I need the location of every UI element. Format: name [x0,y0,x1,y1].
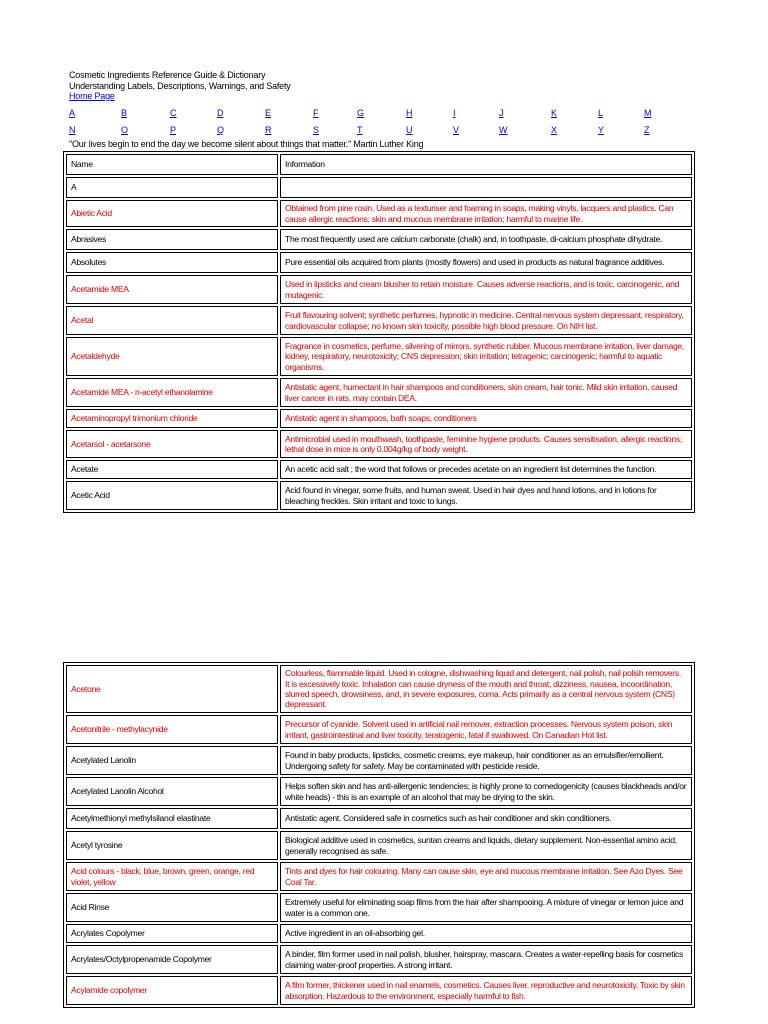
table-row [66,481,692,510]
ingredient-information: Obtained from pine rosin. Used as a texturiser and foaming in soaps, making vinyls, lacquers and plastics. Can cause allergic reactions; skin and mucous membrane irritation; harmful to marine life. [280,200,692,227]
ingredient-information: Colourless, flammable liquid. Used in cologne, dishwashing liquid and detergent, nail polish, nail polish removers. It is excessively toxic. Inhalation can cause dryness of the mouth and throat; dizziness, nausea, incoordination, slurred speech, drowsiness, and, in severe exposures, coma. Acts primarily as a central nervous system (CNS) depressant. [280,665,692,713]
alphabet-link-d[interactable]: D [217,108,224,118]
alphabet-link-s[interactable]: S [313,125,320,135]
ingredient-name: Acetylmethionyl methylsilanol elastinate [66,808,278,829]
table-row [66,777,692,806]
alphabet-link-a[interactable]: A [69,108,76,118]
page-title: Cosmetic Ingredients Reference Guide & Dictionary [69,70,266,80]
alphabet-link-m[interactable]: M [644,108,652,118]
alphabet-link-p[interactable]: P [170,125,177,135]
ingredient-name: Acetal [66,306,278,335]
home-page-link[interactable]: Home Page [69,91,115,101]
table-row [66,275,692,304]
ingredient-information: Antimicrobial used in mouthwash, toothpaste, feminine hygiene products. Causes sensitisation, allergic reactions; lethal dose in mice is only 0.004g/kg of body weight. [280,430,692,458]
quote: "Our lives begin to end the day we become silent about things that matter." Martin Luther King [69,139,424,149]
ingredient-name: Acetylated Lanolin Alcohol [66,777,278,806]
table-row [66,862,692,891]
alphabet-link-i[interactable]: I [453,108,456,118]
ingredients-table-2 [63,662,695,1008]
ingredient-information: Fruit flavouring solvent; synthetic perfumes, hypnotic in medicine. Central nervous system depressant, respiratory, cardiovascular collapse; no known skin toxicity, possible high blood pressure. On NIH list. [280,306,692,335]
table-row [66,808,692,829]
table-row [66,430,692,458]
table-row [66,746,692,775]
alphabet-link-f[interactable]: F [313,108,319,118]
ingredient-name: Acetone [66,665,278,713]
table-row [66,715,692,744]
table-row [66,409,692,428]
ingredient-information: Used in lipsticks and cream blusher to retain moisture. Causes adverse reactions, and is toxic, carcinogenic, and mutagenic. [280,275,692,304]
alphabet-link-c[interactable]: C [170,108,177,118]
section-letter: A [66,177,278,198]
ingredient-name: Acetamide MEA [66,275,278,304]
ingredient-information: Found in baby products, lipsticks, cosmetic creams, eye makeup, hair conditioner as an emulsifier/emollient. Undergoing safety for safety. May be contaminated with pesticide reside. [280,746,692,775]
ingredient-name: Acrylates Copolymer [66,924,278,943]
ingredient-name: Abietic Acid [66,200,278,227]
table-row [66,200,692,227]
ingredient-name: Acetic Acid [66,481,278,510]
ingredient-name: Acid Rinse [66,893,278,922]
ingredient-name: Abrasives [66,229,278,250]
ingredient-information: Antistatic agent. Considered safe in cosmetics such as hair conditioner and skin conditioners. [280,808,692,829]
ingredient-information: Antistatic agent, humectant in hair shampoos and conditioners, skin cream, hair tonic. Mild skin irritation, caused liver cancer in rats, may contain DEA. [280,378,692,407]
table-row [66,945,692,974]
column-header-information: Information [280,154,692,175]
ingredient-information: Precursor of cyanide. Solvent used in artificial nail remover, extraction processes. Nervous system poison, skin irritant, gastrointestinal and liver toxicity, teratogenic, fatal if swallowed. On Canadian Hot list. [280,715,692,744]
table-row [66,378,692,407]
ingredients-table-1 [63,151,695,513]
ingredient-information: Biological additive used in cosmetics, suntan creams and liquids, dietary supplement. Non-essential amino acid, generally recognised as safe. [280,831,692,860]
section-row [66,177,692,198]
ingredient-information: Tints and dyes for hair colouring. Many can cause skin, eye and mucous membrane irritation. See Azo Dyes. See Coal Tar. [280,862,692,891]
ingredient-name: Acylamide copolymer [66,976,278,1005]
ingredient-name: Acetonitrile - methylacynide [66,715,278,744]
alphabet-link-h[interactable]: H [406,108,413,118]
alphabet-link-n[interactable]: N [69,125,76,135]
ingredient-information: Fragrance in cosmetics, perfume, silvering of mirrors, synthetic rubber. Mucous membrane irritation, liver damage, kidney, respiratory, neurotoxicity; CNS depression; skin irritation; tetragenic; carcinogenic; harmful to aquatic organisms. [280,337,692,376]
ingredient-name: Acetate [66,460,278,479]
ingredient-name: Acetylated Lanolin [66,746,278,775]
table-row [66,831,692,860]
table-header-row [66,154,692,175]
table-row [66,337,692,376]
table-row [66,665,692,713]
ingredient-name: Absolutes [66,252,278,273]
table-row [66,252,692,273]
alphabet-link-v[interactable]: V [453,125,460,135]
ingredient-information: The most frequently used are calcium carbonate (chalk) and, in toothpaste, di-calcium phosphate dihydrate. [280,229,692,250]
ingredient-name: Acrylates/Octylpropenamide Copolymer [66,945,278,974]
alphabet-link-w[interactable]: W [499,125,508,135]
ingredient-name: Acetyl tyrosine [66,831,278,860]
alphabet-link-t[interactable]: T [357,125,363,135]
table-row [66,924,692,943]
ingredient-information: A film former, thickener used in nail enamels, cosmetics. Causes liver, reproductive and neurotoxicity. Toxic by skin absorption. Hazardous to the environment, especially harmful to fish. [280,976,692,1005]
alphabet-link-k[interactable]: K [551,108,558,118]
alphabet-link-g[interactable]: G [357,108,365,118]
table-row [66,893,692,922]
section-empty-cell [280,177,692,198]
alphabet-link-o[interactable]: O [121,125,129,135]
ingredient-information: A binder, film former used in nail polish, blusher, hairspray, mascara. Creates a water-repelling basis for cosmetics claiming water-proof properties. A strong irritant. [280,945,692,974]
ingredient-name: Acetaldehyde [66,337,278,376]
alphabet-link-l[interactable]: L [598,108,604,118]
ingredient-name: Acid colours - black, blue, brown, green, orange, red violet, yellow [66,862,278,891]
table-row [66,976,692,1005]
alphabet-link-u[interactable]: U [406,125,413,135]
ingredient-information: Helps soften skin and has anti-allergenic tendencies; is highly prone to comedogenicity (causes blackheads and/or white heads) - this is an example of an alcohol that may be drying to the skin. [280,777,692,806]
table-row [66,460,692,479]
alphabet-link-e[interactable]: E [265,108,272,118]
page-header [69,70,291,102]
alphabet-link-b[interactable]: B [121,108,128,118]
ingredient-name: Acetarsol - acetarsone [66,430,278,458]
column-header-name: Name [66,154,278,175]
table-row [66,229,692,250]
page-subtitle: Understanding Labels, Descriptions, Warnings, and Safety [69,80,291,91]
ingredient-information: Acid found in vinegar, some fruits, and human sweat. Used in hair dyes and hand lotions, and in lotions for bleaching freckles. Skin irritant and toxic to lungs. [280,481,692,510]
alphabet-link-j[interactable]: J [499,108,504,118]
alphabet-link-x[interactable]: X [551,125,558,135]
ingredient-name: Acetaminopropyl trimonium chloride [66,409,278,428]
ingredient-information: An acetic acid salt ; the word that follows or precedes acetate on an ingredient list determines the function. [280,460,692,479]
alphabet-link-r[interactable]: R [265,125,272,135]
ingredient-information: Active ingredient in an oil-absorbing gel. [280,924,692,943]
alphabet-link-z[interactable]: Z [644,125,650,135]
alphabet-link-y[interactable]: Y [598,125,605,135]
ingredient-information: Pure essential oils acquired from plants (mostly flowers) and used in products as natural fragrance additives. [280,252,692,273]
ingredient-name: Acetamide MEA - n-acetyl ethanolamine [66,378,278,407]
alphabet-link-q[interactable]: Q [217,125,225,135]
ingredient-information: Antistatic agent in shampoos, bath soaps, conditioners [280,409,692,428]
table-row [66,306,692,335]
ingredient-information: Extremely useful for eliminating soap films from the hair after shampooing. A mixture of vinegar or lemon juice and water is a common one. [280,893,692,922]
